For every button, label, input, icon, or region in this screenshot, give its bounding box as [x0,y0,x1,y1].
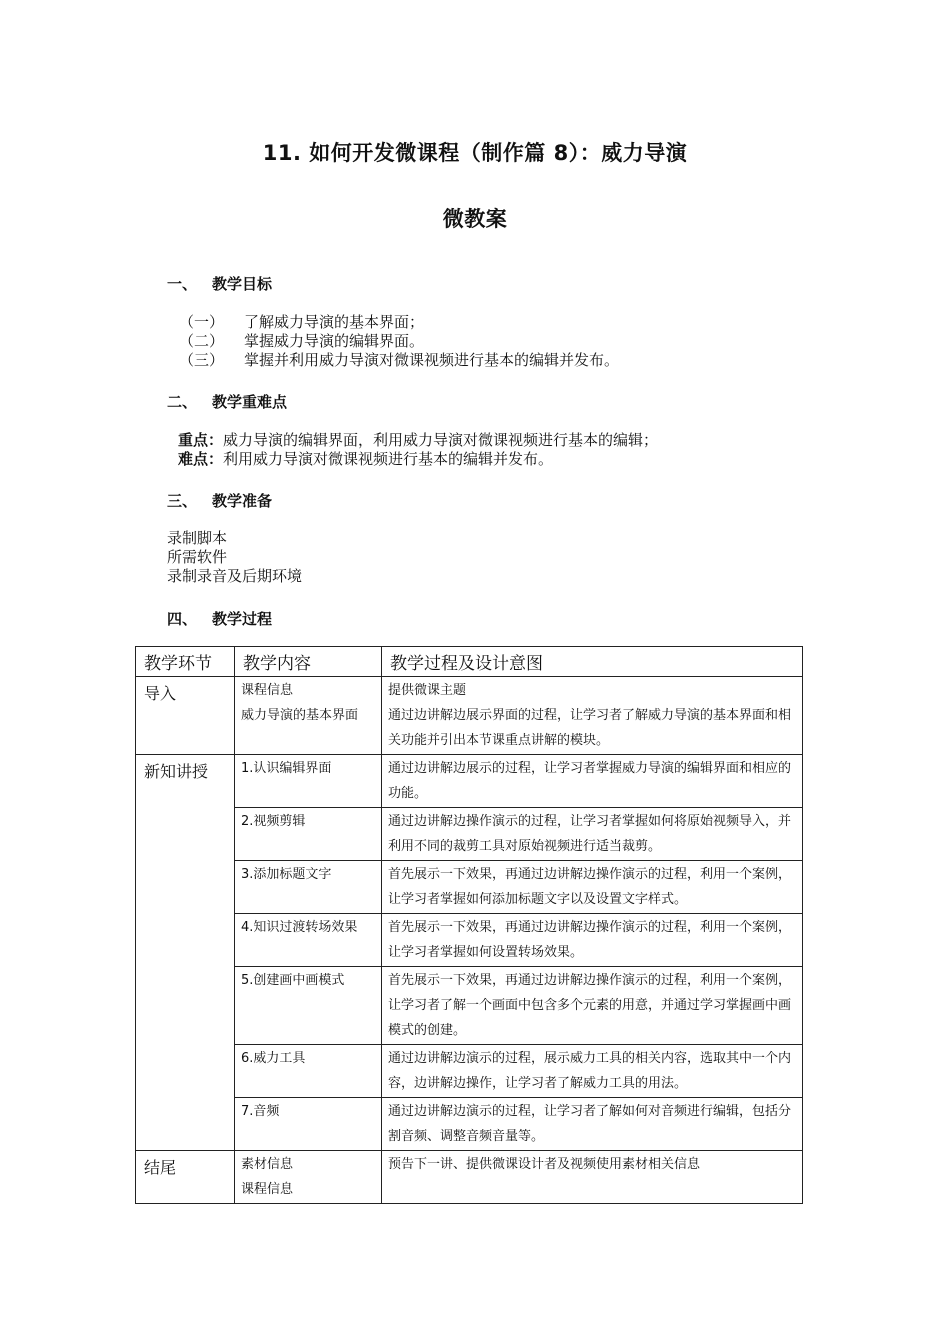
process-line: 提供微课主题 [388,683,467,698]
process-cell: 通过边讲解边演示的过程，让学习者了解如何对音频进行编辑，包括分割音频、调整音频音量等。 [382,1098,803,1151]
content-cell: 3.添加标题文字 [235,861,382,914]
content-cell: 5.创建画中画模式 [235,967,382,1045]
process-cell: 通过边讲解边操作演示的过程，让学习者掌握如何将原始视频导入，并利用不同的裁剪工具对原始视频进行适当裁剪。 [382,808,803,861]
key-point-label: 重点： [178,431,224,449]
table-row [136,1098,803,1151]
key-point-text: 威力导演的编辑界面，利用威力导演对微课视频进行基本的编辑； [223,431,659,449]
section-title: 教学目标 [212,275,273,293]
document-title: 11. 如何开发微课程（制作篇 8）：威力导演 [262,141,688,165]
objective-marker: （一） [179,313,225,331]
section-number: 二、 [167,393,198,411]
key-point-line [178,431,658,450]
section-title: 教学准备 [212,492,273,510]
objective-item [179,351,619,370]
objective-marker: （二） [179,332,225,350]
process-cell: 预告下一讲、提供微课设计者及视频使用素材相关信息 [382,1151,803,1204]
table-row [136,1045,803,1098]
process-cell: 首先展示一下效果，再通过边讲解边操作演示的过程，利用一个案例，让学习者掌握如何设置转场效果。 [382,914,803,967]
table-header-cell: 教学环节 [136,647,235,677]
content-cell [235,677,382,755]
table-row [136,914,803,967]
table-row [136,967,803,1045]
content-cell: 4.知识过渡转场效果 [235,914,382,967]
table-row [136,861,803,914]
preparation-item: 录制录音及后期环境 [167,567,303,585]
content-cell: 2.视频剪辑 [235,808,382,861]
process-cell: 通过边讲解边演示的过程，展示威力工具的相关内容，选取其中一个内容，边讲解边操作，让学习者了解威力工具的用法。 [382,1045,803,1098]
table-row [136,1151,803,1204]
section-heading-key-points [167,391,287,412]
difficult-point-label: 难点： [178,450,224,468]
section-number: 一、 [167,275,198,293]
content-line: 素材信息 [241,1157,294,1172]
content-line: 课程信息 [241,1182,294,1197]
objective-item [179,332,424,351]
content-cell: 1.认识编辑界面 [235,755,382,808]
process-cell: 通过边讲解边展示的过程，让学习者掌握威力导演的编辑界面和相应的功能。 [382,755,803,808]
objective-marker: （三） [179,351,225,369]
preparation-item: 所需软件 [167,548,228,566]
section-heading-objectives [167,273,272,294]
teaching-process-table [135,646,803,1204]
table-row [136,755,803,808]
section-number: 四、 [167,610,198,628]
process-cell: 首先展示一下效果，再通过边讲解边操作演示的过程，利用一个案例，让学习者了解一个画面中包含多个元素的用意，并通过学习掌握画中画模式的创建。 [382,967,803,1045]
objective-text: 掌握并利用威力导演对微课视频进行基本的编辑并发布。 [244,351,620,369]
table-header-cell: 教学内容 [235,647,382,677]
section-title: 教学重难点 [212,393,288,411]
content-cell [235,1151,382,1204]
section-heading-preparation [167,490,272,511]
section-title: 教学过程 [212,610,273,628]
objective-text: 了解威力导演的基本界面； [244,313,425,331]
objective-item [179,313,424,332]
table-header-row [136,647,803,677]
section-number: 三、 [167,492,198,510]
difficult-point-line [178,450,553,469]
process-line: 通过边讲解边展示界面的过程，让学习者了解威力导演的基本界面和相关功能并引出本节课重点讲解的模块。 [388,708,792,748]
stage-cell: 结尾 [136,1151,235,1204]
process-cell [382,677,803,755]
table-row [136,677,803,755]
content-cell: 7.音频 [235,1098,382,1151]
content-line: 课程信息 [241,683,294,698]
table-header-cell: 教学过程及设计意图 [382,647,803,677]
content-line: 威力导演的基本界面 [241,708,359,723]
stage-cell: 导入 [136,677,235,755]
process-cell: 首先展示一下效果，再通过边讲解边操作演示的过程，利用一个案例，让学习者掌握如何添加标题文字以及设置文字样式。 [382,861,803,914]
preparation-item: 录制脚本 [167,529,228,547]
document-subtitle: 微教案 [442,207,508,231]
difficult-point-text: 利用威力导演对微课视频进行基本的编辑并发布。 [223,450,554,468]
objective-text: 掌握威力导演的编辑界面。 [244,332,425,350]
content-cell: 6.威力工具 [235,1045,382,1098]
section-heading-process [167,608,272,629]
stage-cell: 新知讲授 [136,755,235,1151]
table-row [136,808,803,861]
